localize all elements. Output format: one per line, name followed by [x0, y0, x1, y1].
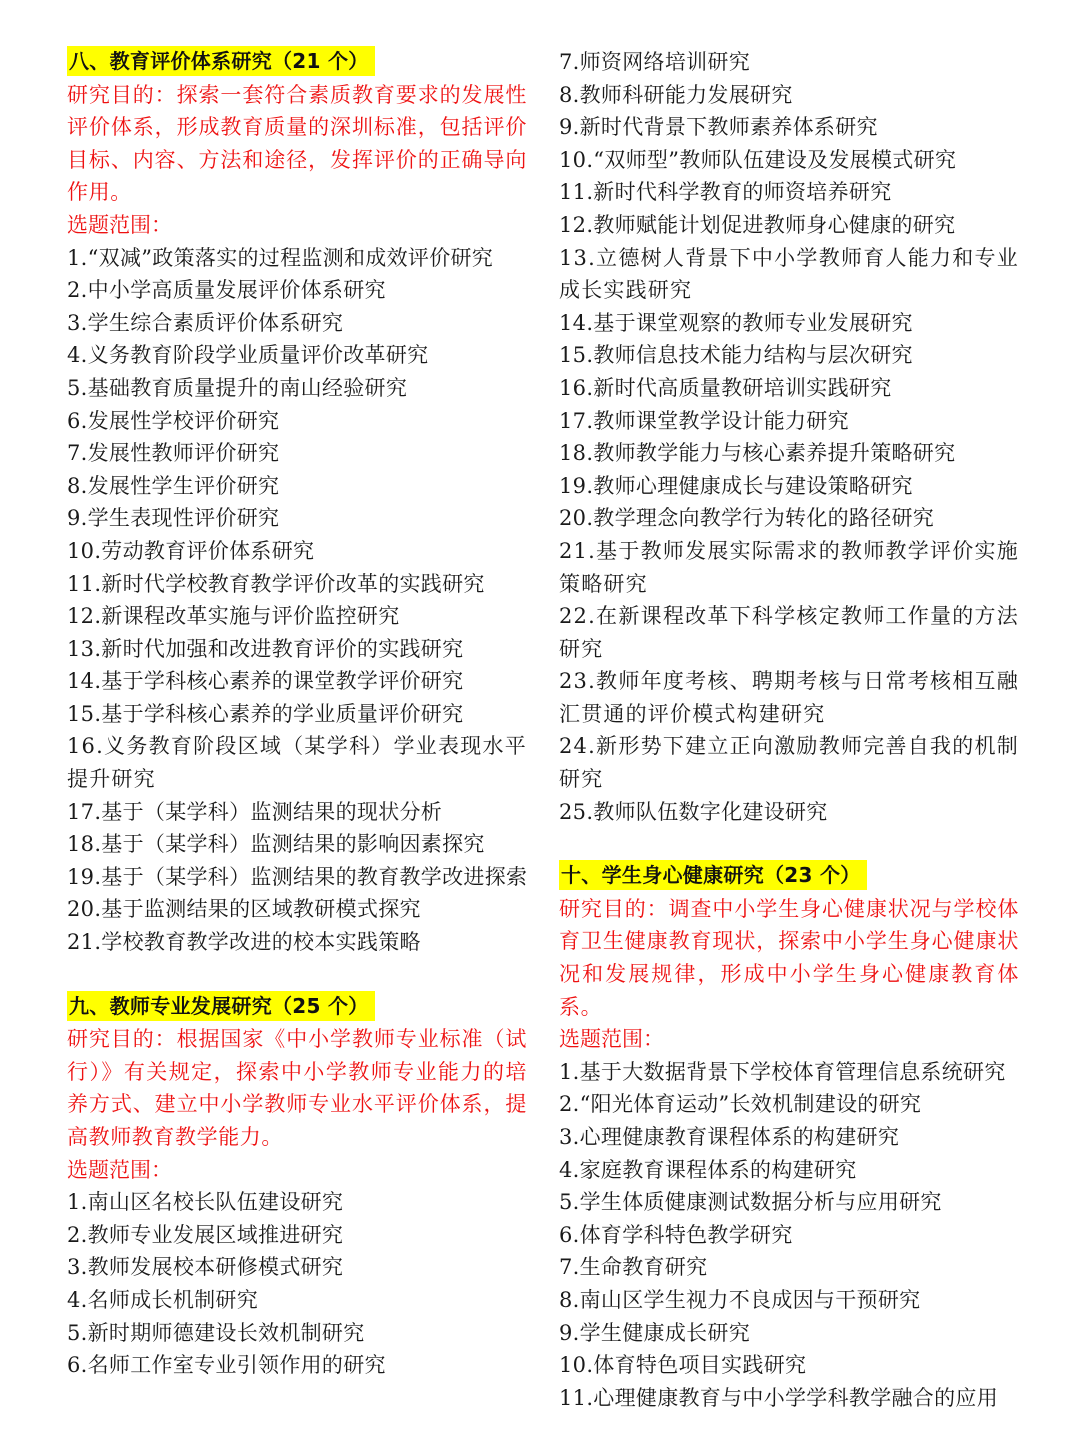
topic-item: 20.基于监测结果的区域教研模式探究: [67, 897, 421, 922]
topic-item: 16.新时代高质量教研培训实践研究: [559, 375, 892, 400]
topic-item: 17.基于（某学科）监测结果的现状分析: [67, 799, 443, 824]
section-10-heading: 十、学生身心健康研究（23 个）: [559, 860, 867, 890]
topic-item: 14.基于课堂观察的教师专业发展研究: [559, 310, 913, 335]
section-8-heading: 八、教育评价体系研究（21 个）: [67, 46, 375, 76]
topic-item: 16.义务教育阶段区域（某学科）学业表现水平提升研究: [67, 734, 527, 792]
topic-item: 17.教师课堂教学设计能力研究: [559, 408, 849, 433]
section-10-topic-list: [559, 1056, 1019, 1415]
topic-item: 11.新时代学校教育教学评价改革的实践研究: [67, 571, 485, 596]
topic-item: 20.教学理念向教学行为转化的路径研究: [559, 506, 935, 531]
topic-item: 4.义务教育阶段学业质量评价改革研究: [67, 343, 429, 368]
topic-item: 18.教师教学能力与核心素养提升策略研究: [559, 441, 956, 466]
right-column: [559, 46, 1019, 1414]
section-10-range-label: 选题范围：: [559, 1027, 664, 1052]
topic-item: 1.南山区名校长队伍建设研究: [67, 1190, 344, 1215]
topic-item: 6.名师工作室专业引领作用的研究: [67, 1353, 386, 1378]
topic-item: 7.师资网络培训研究: [559, 50, 751, 74]
topic-item: 10.体育特色项目实践研究: [559, 1353, 807, 1378]
topic-item: 5.新时期师德建设长效机制研究: [67, 1320, 365, 1345]
left-column: [67, 46, 527, 1382]
topic-item: 15.基于学科核心素养的学业质量评价研究: [67, 701, 464, 726]
topic-item: 15.教师信息技术能力结构与层次研究: [559, 343, 913, 368]
topic-item: 10.“双师型”教师队伍建设及发展模式研究: [559, 147, 957, 172]
topic-item: 9.学生健康成长研究: [559, 1320, 751, 1345]
topic-item: 4.名师成长机制研究: [67, 1287, 259, 1312]
section-9-heading: 九、教师专业发展研究（25 个）: [67, 991, 375, 1021]
topic-item: 12.教师赋能计划促进教师身心健康的研究: [559, 212, 956, 237]
topic-item: 24.新形势下建立正向激励教师完善自我的机制研究: [559, 734, 1019, 792]
topic-item: 11.心理健康教育与中小学学科教学融合的应用: [559, 1385, 998, 1410]
topic-item: 8.南山区学生视力不良成因与干预研究: [559, 1287, 921, 1312]
topic-item: 1.“双减”政策落实的过程监测和成效评价研究: [67, 245, 494, 270]
topic-item: 3.教师发展校本研修模式研究: [67, 1255, 344, 1280]
topic-item: 8.发展性学生评价研究: [67, 473, 280, 498]
topic-item: 10.劳动教育评价体系研究: [67, 538, 315, 563]
topic-item: 3.学生综合素质评价体系研究: [67, 310, 344, 335]
topic-item: 7.发展性教师评价研究: [67, 441, 280, 466]
topic-item: 21.学校教育教学改进的校本实践策略: [67, 930, 421, 955]
topic-item: 18.基于（某学科）监测结果的影响因素探究: [67, 832, 485, 857]
topic-item: 9.新时代背景下教师素养体系研究: [559, 115, 878, 140]
section-9-heading-row: [67, 991, 527, 1024]
section-10-heading-row: [559, 860, 1019, 893]
topic-item: 21.基于教师发展实际需求的教师教学评价实施策略研究: [559, 538, 1019, 596]
topic-item: 14.基于学科核心素养的课堂教学评价研究: [67, 669, 464, 694]
topic-item: 22.在新课程改革下科学核定教师工作量的方法研究: [559, 604, 1019, 661]
section-8-heading-row: [67, 46, 527, 79]
section-spacer: [559, 828, 1019, 860]
topic-item: 23.教师年度考核、聘期考核与日常考核相互融汇贯通的评价模式构建研究: [559, 669, 1019, 726]
section-9-topic-list-part2: [559, 46, 1019, 828]
topic-item: 1.基于大数据背景下学校体育管理信息系统研究: [559, 1059, 1006, 1084]
topic-item: 13.立德树人背景下中小学教师育人能力和专业成长实践研究: [559, 245, 1019, 303]
section-8-range-label: 选题范围：: [67, 212, 172, 237]
section-spacer: [67, 959, 527, 991]
topic-item: 13.新时代加强和改进教育评价的实践研究: [67, 636, 464, 661]
topic-item: 5.基础教育质量提升的南山经验研究: [67, 375, 408, 400]
section-10-purpose: 研究目的：调查中小学生身心健康状况与学校体育卫生健康教育现状，探索中小学生身心健康状况和发展规律，形成中小学生身心健康教育体系。: [559, 896, 1019, 1019]
topic-item: 6.发展性学校评价研究: [67, 408, 280, 433]
topic-item: 19.基于（某学科）监测结果的教育教学改进探索: [67, 864, 528, 889]
section-9-topic-list-part1: [67, 1186, 527, 1382]
section-9-range-label: 选题范围：: [67, 1157, 172, 1182]
topic-item: 2.中小学高质量发展评价体系研究: [67, 278, 386, 303]
topic-item: 12.新课程改革实施与评价监控研究: [67, 604, 400, 629]
topic-item: 11.新时代科学教育的师资培养研究: [559, 180, 892, 205]
topic-item: 3.心理健康教育课程体系的构建研究: [559, 1125, 900, 1149]
section-8-topic-list: [67, 242, 527, 959]
topic-item: 8.教师科研能力发展研究: [559, 82, 793, 107]
topic-item: 25.教师队伍数字化建设研究: [559, 799, 828, 824]
topic-item: 19.教师心理健康成长与建设策略研究: [559, 473, 913, 498]
topic-item: 7.生命教育研究: [559, 1255, 708, 1280]
topic-item: 2.教师专业发展区域推进研究: [67, 1222, 344, 1247]
topic-item: 9.学生表现性评价研究: [67, 506, 280, 531]
topic-item: 2.“阳光体育运动”长效机制建设的研究: [559, 1092, 922, 1117]
topic-item: 6.体育学科特色教学研究: [559, 1222, 793, 1247]
topic-item: 5.学生体质健康测试数据分析与应用研究: [559, 1190, 942, 1215]
section-9-purpose: 研究目的：根据国家《中小学教师专业标准（试行）》有关规定，探索中小学教师专业能力的培养方式、建立中小学教师专业水平评价体系，提高教师教育教学能力。: [67, 1027, 527, 1149]
section-8-purpose: 研究目的：探索一套符合素质教育要求的发展性评价体系，形成教育质量的深圳标准，包括评价目标、内容、方法和途径，发挥评价的正确导向作用。: [67, 82, 527, 205]
topic-item: 4.家庭教育课程体系的构建研究: [559, 1157, 857, 1182]
